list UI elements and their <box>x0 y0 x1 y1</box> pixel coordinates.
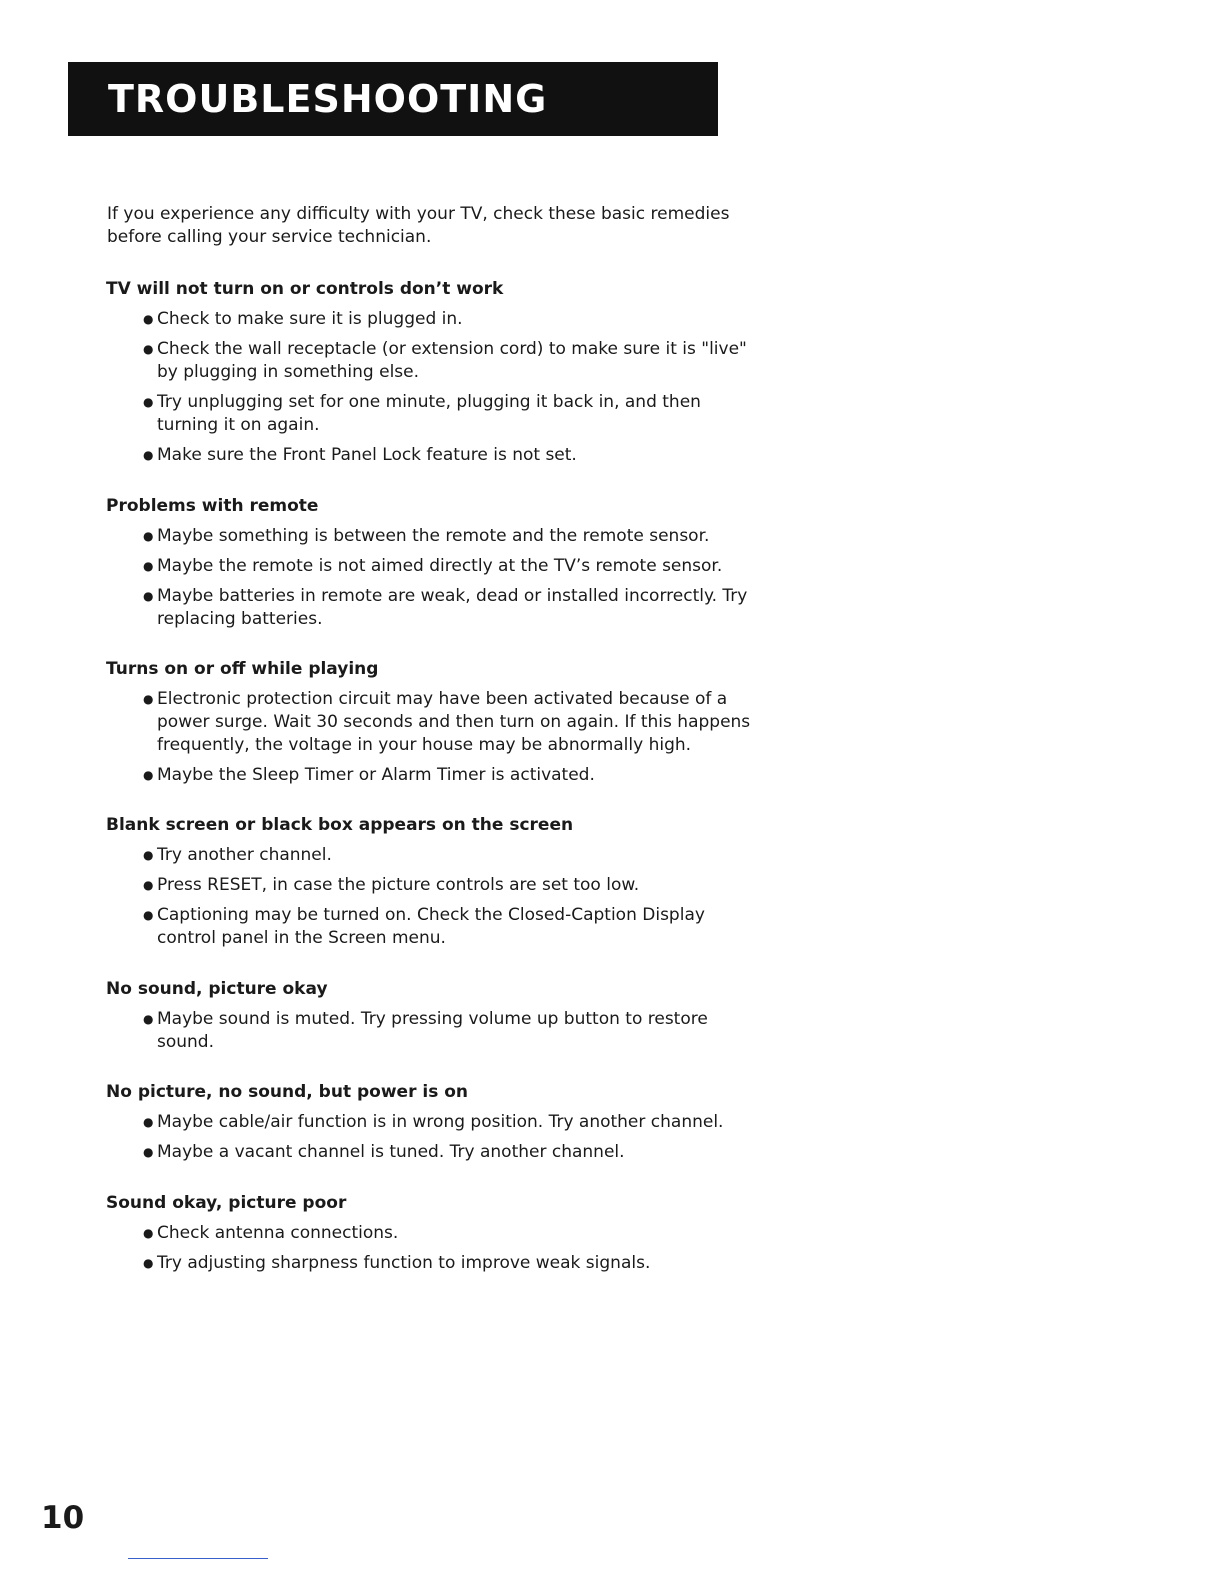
title-banner <box>68 62 718 136</box>
list-item: ● Captioning may be turned on. Check the Closed-Caption Display control panel in the Screen menu. <box>143 905 705 948</box>
list-item: ● Check to make sure it is plugged in. <box>143 309 463 329</box>
list-item: ● Check the wall receptacle (or extension cord) to make sure it is "live" by plugging in something else. <box>143 339 747 382</box>
page-number: 10 <box>41 1500 85 1536</box>
remedy-list <box>106 844 766 950</box>
bullet-icon: ● <box>143 559 154 573</box>
list-item: ● Electronic protection circuit may have been activated because of a power surge. Wait 30 seconds and then turn on again. If this happens frequently, the voltage in your house may be abnormally high. <box>143 689 751 755</box>
bullet-icon: ● <box>143 1145 154 1159</box>
remedy-list <box>106 688 766 787</box>
section-heading: Blank screen or black box appears on the screen <box>106 815 574 835</box>
page-title: TROUBLESHOOTING <box>108 77 548 121</box>
remedy-list <box>106 308 766 467</box>
list-item: ● Maybe sound is muted. Try pressing volume up button to restore sound. <box>143 1009 708 1052</box>
bullet-icon: ● <box>143 848 154 862</box>
section-no-sound <box>106 978 766 1054</box>
bullet-icon: ● <box>143 342 154 356</box>
list-item: ● Maybe the Sleep Timer or Alarm Timer is activated. <box>143 765 595 785</box>
list-item: ● Maybe batteries in remote are weak, dead or installed incorrectly. Try replacing batteries. <box>143 586 748 629</box>
list-item: ● Try adjusting sharpness function to improve weak signals. <box>143 1253 651 1273</box>
section-remote-problems <box>106 495 766 631</box>
section-heading: No picture, no sound, but power is on <box>106 1082 469 1102</box>
list-item: ● Maybe something is between the remote and the remote sensor. <box>143 526 710 546</box>
list-item: ● Check antenna connections. <box>143 1223 399 1243</box>
bullet-icon: ● <box>143 395 154 409</box>
bullet-icon: ● <box>143 312 154 326</box>
remedy-list <box>106 1222 766 1275</box>
bullet-icon: ● <box>143 1256 154 1270</box>
list-item: ● Make sure the Front Panel Lock feature is not set. <box>143 445 577 465</box>
remedy-list <box>106 1008 766 1054</box>
list-item: ● Try unplugging set for one minute, plugging it back in, and then turning it on again. <box>143 392 701 435</box>
section-heading: TV will not turn on or controls don’t work <box>106 279 504 299</box>
remedy-list <box>106 525 766 631</box>
section-heading: Sound okay, picture poor <box>106 1193 347 1213</box>
section-blank-screen <box>106 814 766 950</box>
section-picture-poor <box>106 1192 766 1275</box>
section-tv-no-power <box>106 278 766 467</box>
bullet-icon: ● <box>143 448 154 462</box>
list-item: ● Press RESET, in case the picture controls are set too low. <box>143 875 640 895</box>
bullet-icon: ● <box>143 908 154 922</box>
section-heading: Turns on or off while playing <box>106 659 379 679</box>
bullet-icon: ● <box>143 529 154 543</box>
bullet-icon: ● <box>143 589 154 603</box>
intro-paragraph: If you experience any difficulty with your TV, check these basic remedies before calling your service technician. <box>107 204 730 247</box>
section-no-picture-no-sound <box>106 1081 766 1164</box>
bullet-icon: ● <box>143 768 154 782</box>
bottom-rule <box>128 1558 268 1559</box>
list-item: ● Try another channel. <box>143 845 332 865</box>
bullet-icon: ● <box>143 878 154 892</box>
bullet-icon: ● <box>143 692 154 706</box>
list-item: ● Maybe a vacant channel is tuned. Try another channel. <box>143 1142 625 1162</box>
list-item: ● Maybe cable/air function is in wrong position. Try another channel. <box>143 1112 724 1132</box>
section-turns-on-off <box>106 658 766 787</box>
section-heading: No sound, picture okay <box>106 979 328 999</box>
bullet-icon: ● <box>143 1226 154 1240</box>
list-item: ● Maybe the remote is not aimed directly at the TV’s remote sensor. <box>143 556 723 576</box>
remedy-list <box>106 1111 766 1164</box>
bullet-icon: ● <box>143 1012 154 1026</box>
section-heading: Problems with remote <box>106 496 319 516</box>
bullet-icon: ● <box>143 1115 154 1129</box>
